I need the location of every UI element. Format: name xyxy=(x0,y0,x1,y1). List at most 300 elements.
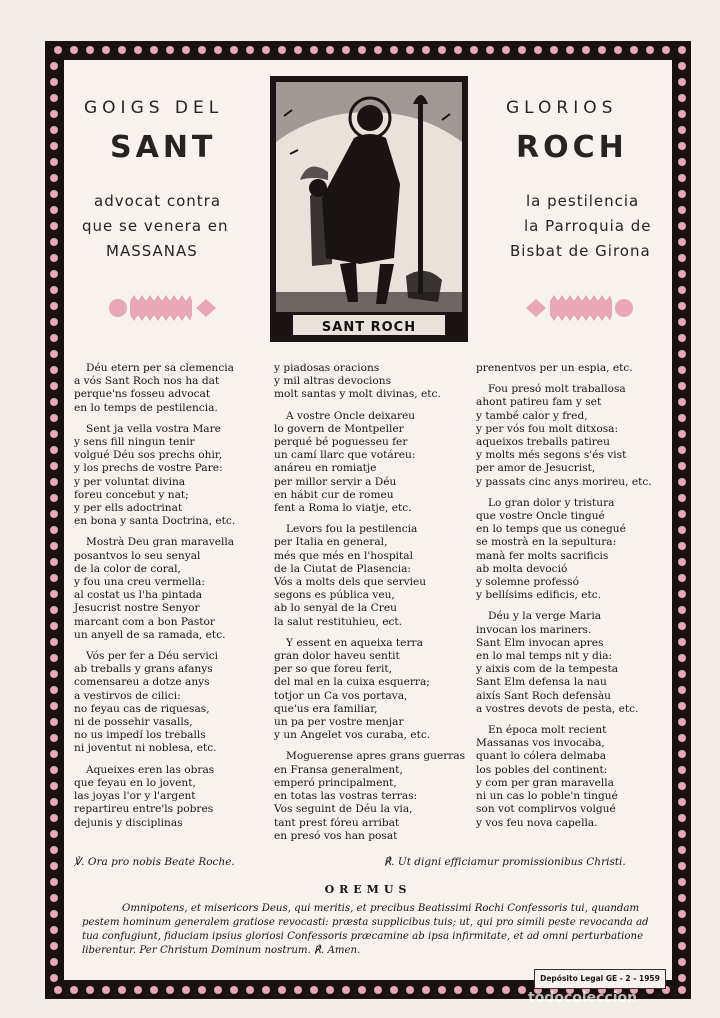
stanza xyxy=(74,536,274,642)
border-motif xyxy=(50,462,58,470)
verse-line: Sant Elm defensa la nau xyxy=(476,676,607,689)
border-motif xyxy=(678,942,686,950)
border-motif xyxy=(502,986,510,994)
verse-line: de la color de coral, xyxy=(74,562,181,575)
border-motif xyxy=(310,986,318,994)
border-motif xyxy=(54,46,62,54)
stanza xyxy=(274,362,474,402)
border-motif xyxy=(678,622,686,630)
verse-line: no feyau cas de riquesas, xyxy=(74,702,210,715)
border-motif xyxy=(166,46,174,54)
border-motif xyxy=(86,46,94,54)
verse-line: ab lo senyal de la Creu xyxy=(274,602,397,615)
border-motif xyxy=(182,46,190,54)
border-motif xyxy=(646,46,654,54)
verse-line: marcant com a bon Pastor xyxy=(74,615,215,628)
border-motif xyxy=(118,46,126,54)
stanza xyxy=(476,724,656,830)
border-motif xyxy=(678,510,686,518)
border-motif xyxy=(678,62,686,70)
border-motif xyxy=(678,462,686,470)
verse-line: Mostrà Deu gran maravella xyxy=(86,536,235,549)
border-motif xyxy=(678,974,686,982)
subtitle-right-2: la Parroquia de xyxy=(524,217,652,235)
border-motif xyxy=(678,750,686,758)
verse-line: Massanas vos invocaba, xyxy=(476,737,605,750)
border-motif xyxy=(678,350,686,358)
stanza xyxy=(274,410,474,516)
verse-line: segons es pública veu, xyxy=(274,589,395,602)
verse-line: y per voluntat divina xyxy=(74,475,186,488)
verse-line: perqué bé poguesseu fer xyxy=(274,436,408,449)
border-motif xyxy=(50,782,58,790)
border-motif xyxy=(678,862,686,870)
border-motif xyxy=(50,190,58,198)
verse-line: per millor servir a Déu xyxy=(274,475,397,488)
verse-line: ni de possehir vasalls, xyxy=(74,716,193,729)
verse-line: dejunis y disciplinas xyxy=(74,816,183,829)
border-motif xyxy=(50,238,58,246)
border-motif xyxy=(678,654,686,662)
border-motif xyxy=(678,734,686,742)
border-motif xyxy=(678,718,686,726)
border-motif xyxy=(486,986,494,994)
border-motif xyxy=(486,46,494,54)
border-motif xyxy=(50,142,58,150)
border-motif xyxy=(678,686,686,694)
border-motif xyxy=(678,158,686,166)
ornament-left xyxy=(108,293,220,323)
poster-frame xyxy=(44,40,692,1000)
verse-line: per so que foreu ferit, xyxy=(274,663,392,676)
border-motif xyxy=(678,142,686,150)
border-motif xyxy=(678,190,686,198)
verse-line: y per ells adoctrinat xyxy=(74,502,183,515)
verse-line: en totas las vostras terras: xyxy=(274,790,418,803)
verse-line: gran dolor haveu sentit xyxy=(274,650,400,663)
border-motif xyxy=(406,986,414,994)
border-motif xyxy=(678,702,686,710)
verse-line: per Italia en general, xyxy=(274,536,388,549)
border-motif xyxy=(50,398,58,406)
verse-line: y molts més segons s'és vist xyxy=(476,449,627,462)
border-motif xyxy=(50,126,58,134)
border-motif xyxy=(246,46,254,54)
border-motif xyxy=(630,46,638,54)
verse-line: Déu y la verge Maria xyxy=(488,610,602,623)
woodcut-caption: SANT ROCH xyxy=(321,320,417,335)
verse-line: ab treballs y grans afanys xyxy=(74,663,213,676)
border-motif xyxy=(50,526,58,534)
border-motif xyxy=(70,46,78,54)
response: ℟. Ut digni efficiamur promissionibus Christi. xyxy=(384,856,626,868)
border-motif xyxy=(678,286,686,294)
border-motif xyxy=(358,986,366,994)
border-motif xyxy=(326,986,334,994)
border-motif xyxy=(678,926,686,934)
verse-line: al costat us l'ha pintada xyxy=(74,589,203,602)
verse-line: del mal en la cuixa esquerra; xyxy=(274,676,430,689)
border-motif xyxy=(678,238,686,246)
border-motif xyxy=(50,814,58,822)
verse-line: y mil altras devocions xyxy=(274,375,392,388)
verse-line: en lo mal temps nit y dia: xyxy=(476,650,613,663)
border-motif xyxy=(50,382,58,390)
border-motif xyxy=(678,670,686,678)
verse-line: y bellísims edificis, etc. xyxy=(476,589,602,602)
border-motif xyxy=(150,986,158,994)
border-motif xyxy=(438,46,446,54)
border-motif xyxy=(374,986,382,994)
oremus-heading: OREMUS xyxy=(324,883,412,896)
border-motif xyxy=(50,414,58,422)
border-motif xyxy=(50,942,58,950)
border-motif xyxy=(470,986,478,994)
title-left: GOIGS DEL xyxy=(84,98,224,118)
verse-line: a vostres devots de pesta, etc. xyxy=(476,702,639,715)
border-motif xyxy=(50,638,58,646)
verse-line: Moguerense apres grans guerras xyxy=(286,750,466,763)
border-motif xyxy=(50,766,58,774)
border-motif xyxy=(166,986,174,994)
verse-line: Vós a molts dels que servieu xyxy=(274,576,427,589)
border-motif xyxy=(134,986,142,994)
border-motif xyxy=(50,862,58,870)
verse-line: y aixis com de la tempesta xyxy=(476,663,619,676)
border-motif xyxy=(246,986,254,994)
border-motif xyxy=(678,318,686,326)
verse-line: En época molt recient xyxy=(488,724,607,737)
border-motif xyxy=(50,606,58,614)
border-motif xyxy=(50,670,58,678)
border-motif xyxy=(50,926,58,934)
verse-line: un camí llarc que votáreu: xyxy=(274,449,416,462)
border-motif xyxy=(678,910,686,918)
border-motif xyxy=(50,318,58,326)
border-motif xyxy=(678,526,686,534)
border-motif xyxy=(50,286,58,294)
versicle: ℣. Ora pro nobis Beate Roche. xyxy=(74,856,235,868)
border-motif xyxy=(50,846,58,854)
border-motif xyxy=(678,94,686,102)
verse-column-3 xyxy=(476,362,656,838)
verse-line: son vot complirvos volgué xyxy=(476,803,616,816)
verse-column-2 xyxy=(274,362,474,851)
verse-line: Déu etern per sa clemencia xyxy=(86,362,234,374)
border-motif xyxy=(678,382,686,390)
verse-line: en lo temps que us conegué xyxy=(476,523,626,536)
border-motif xyxy=(50,958,58,966)
verse-line: en hábit cur de romeu xyxy=(274,488,394,501)
verse-line: en bona y santa Doctrina, etc. xyxy=(74,515,236,528)
verse-line: per amor de Jesucrist, xyxy=(476,462,596,475)
title-right: GLORIOS xyxy=(506,98,618,118)
verse-line: y solemne professó xyxy=(476,576,579,589)
verse-line: y passats cinc anys morireu, etc. xyxy=(476,475,652,488)
stanza xyxy=(274,523,474,629)
border-motif xyxy=(50,270,58,278)
border-motif xyxy=(678,398,686,406)
border-motif xyxy=(678,542,686,550)
border-motif xyxy=(390,986,398,994)
verse-line: las joyas l'or y l'argent xyxy=(74,790,196,803)
verse-line: Y essent en aqueixa terra xyxy=(286,636,423,649)
verse-line: més que més en l'hospital xyxy=(274,549,414,562)
border-motif xyxy=(50,654,58,662)
verse-line: y los prechs de vostre Pare: xyxy=(74,462,223,475)
border-motif xyxy=(678,478,686,486)
stanza xyxy=(476,362,656,375)
border-motif xyxy=(50,302,58,310)
verse-line: prenentvos per un espia, etc. xyxy=(476,362,633,374)
border-motif xyxy=(678,830,686,838)
border-motif xyxy=(50,702,58,710)
border-motif xyxy=(678,46,686,54)
verse-line: y també calor y fred, xyxy=(476,409,588,422)
border-motif xyxy=(678,174,686,182)
verse-line: Aqueixes eren las obras xyxy=(86,763,215,776)
saint-word: SANT xyxy=(110,130,217,165)
border-motif xyxy=(50,366,58,374)
border-motif xyxy=(50,734,58,742)
verse-line: y per vós fou molt ditxosa: xyxy=(476,422,619,435)
border-motif xyxy=(230,986,238,994)
border-motif xyxy=(454,986,462,994)
verse-line: foreu concebut y nat; xyxy=(74,488,189,501)
border-motif xyxy=(678,590,686,598)
border-motif xyxy=(502,46,510,54)
verse-line: no us impedí los treballs xyxy=(74,729,206,742)
border-motif xyxy=(198,46,206,54)
verse-line: manà fer molts sacrificis xyxy=(476,549,609,562)
border-motif xyxy=(518,986,526,994)
subtitle-right-1: la pestilencia xyxy=(526,192,640,210)
border-motif xyxy=(50,494,58,502)
verse-line: perque'ns fosseu advocat xyxy=(74,388,211,401)
saint-roch-woodcut xyxy=(270,76,468,342)
border-motif xyxy=(454,46,462,54)
verse-line: ni un cas lo poble'n tingué xyxy=(476,790,618,803)
border-motif xyxy=(678,126,686,134)
verse-line: fent a Roma lo viatje, etc. xyxy=(274,502,412,515)
border-motif xyxy=(678,814,686,822)
border-motif xyxy=(374,46,382,54)
border-motif xyxy=(582,46,590,54)
verse-line: en presó vos han posat xyxy=(274,829,398,842)
verse-line: que'us era familiar, xyxy=(274,702,378,715)
subtitle-left-1: advocat contra xyxy=(94,192,222,210)
border-motif xyxy=(310,46,318,54)
verse-line: Vós per fer a Déu servici xyxy=(86,650,219,663)
verse-line: un pa per vostre menjar xyxy=(274,716,404,729)
border-motif xyxy=(50,686,58,694)
border-motif xyxy=(70,986,78,994)
border-motif xyxy=(678,78,686,86)
verse-line: en Fransa generalment, xyxy=(274,763,403,776)
border-motif xyxy=(50,110,58,118)
stanza xyxy=(74,650,274,756)
stanza xyxy=(74,362,274,415)
verse-line: totjor un Ca vos portava, xyxy=(274,689,408,702)
border-motif xyxy=(678,366,686,374)
verse-line: invocan los mariners. xyxy=(476,623,592,636)
border-motif xyxy=(50,750,58,758)
border-motif xyxy=(50,718,58,726)
border-motif xyxy=(50,254,58,262)
border-motif xyxy=(50,334,58,342)
border-motif xyxy=(134,46,142,54)
verse-line: lo govern de Montpeller xyxy=(274,422,404,435)
border-motif xyxy=(50,430,58,438)
verse-line: comensareu a dotze anys xyxy=(74,676,210,689)
stanza xyxy=(476,610,656,716)
verse-line: y com per gran maravella xyxy=(476,776,614,789)
legal-deposit: Depósito Legal GE - 2 - 1959 xyxy=(534,969,666,989)
border-motif xyxy=(342,46,350,54)
verse-line: y un Angelet vos curaba, etc. xyxy=(274,729,431,742)
border-motif xyxy=(598,46,606,54)
verse-line: ahont patireu fam y set xyxy=(476,396,602,409)
verse-line: y piadosas oracions xyxy=(274,362,380,374)
border-motif xyxy=(678,574,686,582)
verse-line: los pobles del continent: xyxy=(476,763,608,776)
border-motif xyxy=(50,622,58,630)
border-motif xyxy=(50,510,58,518)
verse-line: Lo gran dolor y tristura xyxy=(488,496,615,509)
border-motif xyxy=(678,846,686,854)
verse-line: Vos seguint de Déu la via, xyxy=(274,803,413,816)
border-motif xyxy=(678,766,686,774)
verse-line: y fou una creu vermella: xyxy=(74,576,205,589)
border-motif xyxy=(678,430,686,438)
stanza xyxy=(74,764,274,830)
border-motif xyxy=(438,986,446,994)
subtitle-right-3: Bisbat de Girona xyxy=(510,242,651,260)
watermark: todocoleccion xyxy=(528,990,638,1006)
border-motif xyxy=(566,46,574,54)
border-motif xyxy=(86,986,94,994)
border-motif xyxy=(470,46,478,54)
border-motif xyxy=(50,158,58,166)
verse-line: emperó principalment, xyxy=(274,776,397,789)
border-motif xyxy=(214,46,222,54)
stanza xyxy=(476,497,656,603)
verse-line: molt santas y molt divinas, etc. xyxy=(274,388,441,401)
border-motif xyxy=(678,270,686,278)
border-motif xyxy=(678,110,686,118)
border-motif xyxy=(230,46,238,54)
border-motif xyxy=(198,986,206,994)
ornament-right xyxy=(522,293,634,323)
verse-line: de la Ciutat de Plasencia: xyxy=(274,562,411,575)
subtitle-left-2: que se venera en xyxy=(82,217,229,235)
border-motif xyxy=(54,986,62,994)
verse-line: a vós Sant Roch nos ha dat xyxy=(74,375,220,388)
border-motif xyxy=(50,62,58,70)
border-motif xyxy=(50,830,58,838)
border-motif xyxy=(678,798,686,806)
verse-line: posantvos lo seu senyal xyxy=(74,549,201,562)
border-motif xyxy=(50,542,58,550)
verse-line: Sant Elm invocan apres xyxy=(476,636,604,649)
border-motif xyxy=(50,350,58,358)
border-motif xyxy=(678,606,686,614)
border-motif xyxy=(50,910,58,918)
border-motif xyxy=(50,478,58,486)
verse-line: Jesucrist nostre Senyor xyxy=(74,602,200,615)
border-motif xyxy=(50,574,58,582)
verse-line: A vostre Oncle deixareu xyxy=(286,409,416,422)
border-motif xyxy=(262,986,270,994)
border-motif xyxy=(358,46,366,54)
border-motif xyxy=(614,46,622,54)
border-motif xyxy=(50,590,58,598)
stanza xyxy=(74,423,274,529)
border-motif xyxy=(182,986,190,994)
border-motif xyxy=(678,958,686,966)
border-motif xyxy=(150,46,158,54)
verse-line: Sent ja vella vostra Mare xyxy=(86,422,221,435)
border-motif xyxy=(326,46,334,54)
border-motif xyxy=(102,46,110,54)
border-motif xyxy=(278,986,286,994)
border-motif xyxy=(678,782,686,790)
verse-line: en lo temps de pestilencia. xyxy=(74,401,218,414)
border-motif xyxy=(678,414,686,422)
border-motif xyxy=(50,446,58,454)
stanza xyxy=(274,637,474,743)
verse-line: y vos feu nova capella. xyxy=(476,816,598,829)
verse-line: Fou presó molt traballosa xyxy=(488,383,626,396)
border-motif xyxy=(534,46,542,54)
border-motif xyxy=(390,46,398,54)
verse-line: que vostre Oncle tingué xyxy=(476,510,605,523)
verse-line: aixís Sant Roch defensàu xyxy=(476,689,612,702)
border-motif xyxy=(550,46,558,54)
border-motif xyxy=(678,254,686,262)
border-motif xyxy=(678,222,686,230)
prayer-text: Omnipotens, et misericors Deus, qui meritis, et precibus Beatissimi Rochi Confessoris tui, quandam pestem hominum generalem gratiose revocasti: præsta supplicibus tuis; ut, qui pro simili peste revocanda ad tua confugiunt, fiduciam ipsius gloriosi Confessoris præcamine ab ipsa infirmitate, et ad omni perturbatione liberentur. Per Christum Dominum nostrum. ℟. Amen. xyxy=(82,903,649,956)
border-motif xyxy=(50,174,58,182)
verse-line: ab molta devoció xyxy=(476,562,568,575)
border-motif xyxy=(294,986,302,994)
border-motif xyxy=(342,986,350,994)
border-motif xyxy=(678,302,686,310)
verse-line: aqueixos treballs patireu xyxy=(476,436,610,449)
verse-line: tant prest fóreu arribat xyxy=(274,816,400,829)
verse-line: se mostrà en la sepultura: xyxy=(476,536,617,549)
border-motif xyxy=(50,206,58,214)
border-motif xyxy=(50,78,58,86)
border-motif xyxy=(678,494,686,502)
verse-line: un anyell de sa ramada, etc. xyxy=(74,628,226,641)
border-motif xyxy=(50,974,58,982)
verse-line: anáreu en romiatje xyxy=(274,462,377,475)
saint-name: ROCH xyxy=(516,130,628,165)
border-motif xyxy=(678,558,686,566)
border-motif xyxy=(294,46,302,54)
border-motif xyxy=(118,986,126,994)
border-motif xyxy=(422,46,430,54)
stanza xyxy=(476,383,656,489)
border-motif xyxy=(214,986,222,994)
verse-column-1 xyxy=(74,362,274,838)
border-motif xyxy=(422,986,430,994)
border-motif xyxy=(406,46,414,54)
border-motif xyxy=(678,446,686,454)
verse-line: la salut restituhieu, ect. xyxy=(274,615,403,628)
border-motif xyxy=(102,986,110,994)
